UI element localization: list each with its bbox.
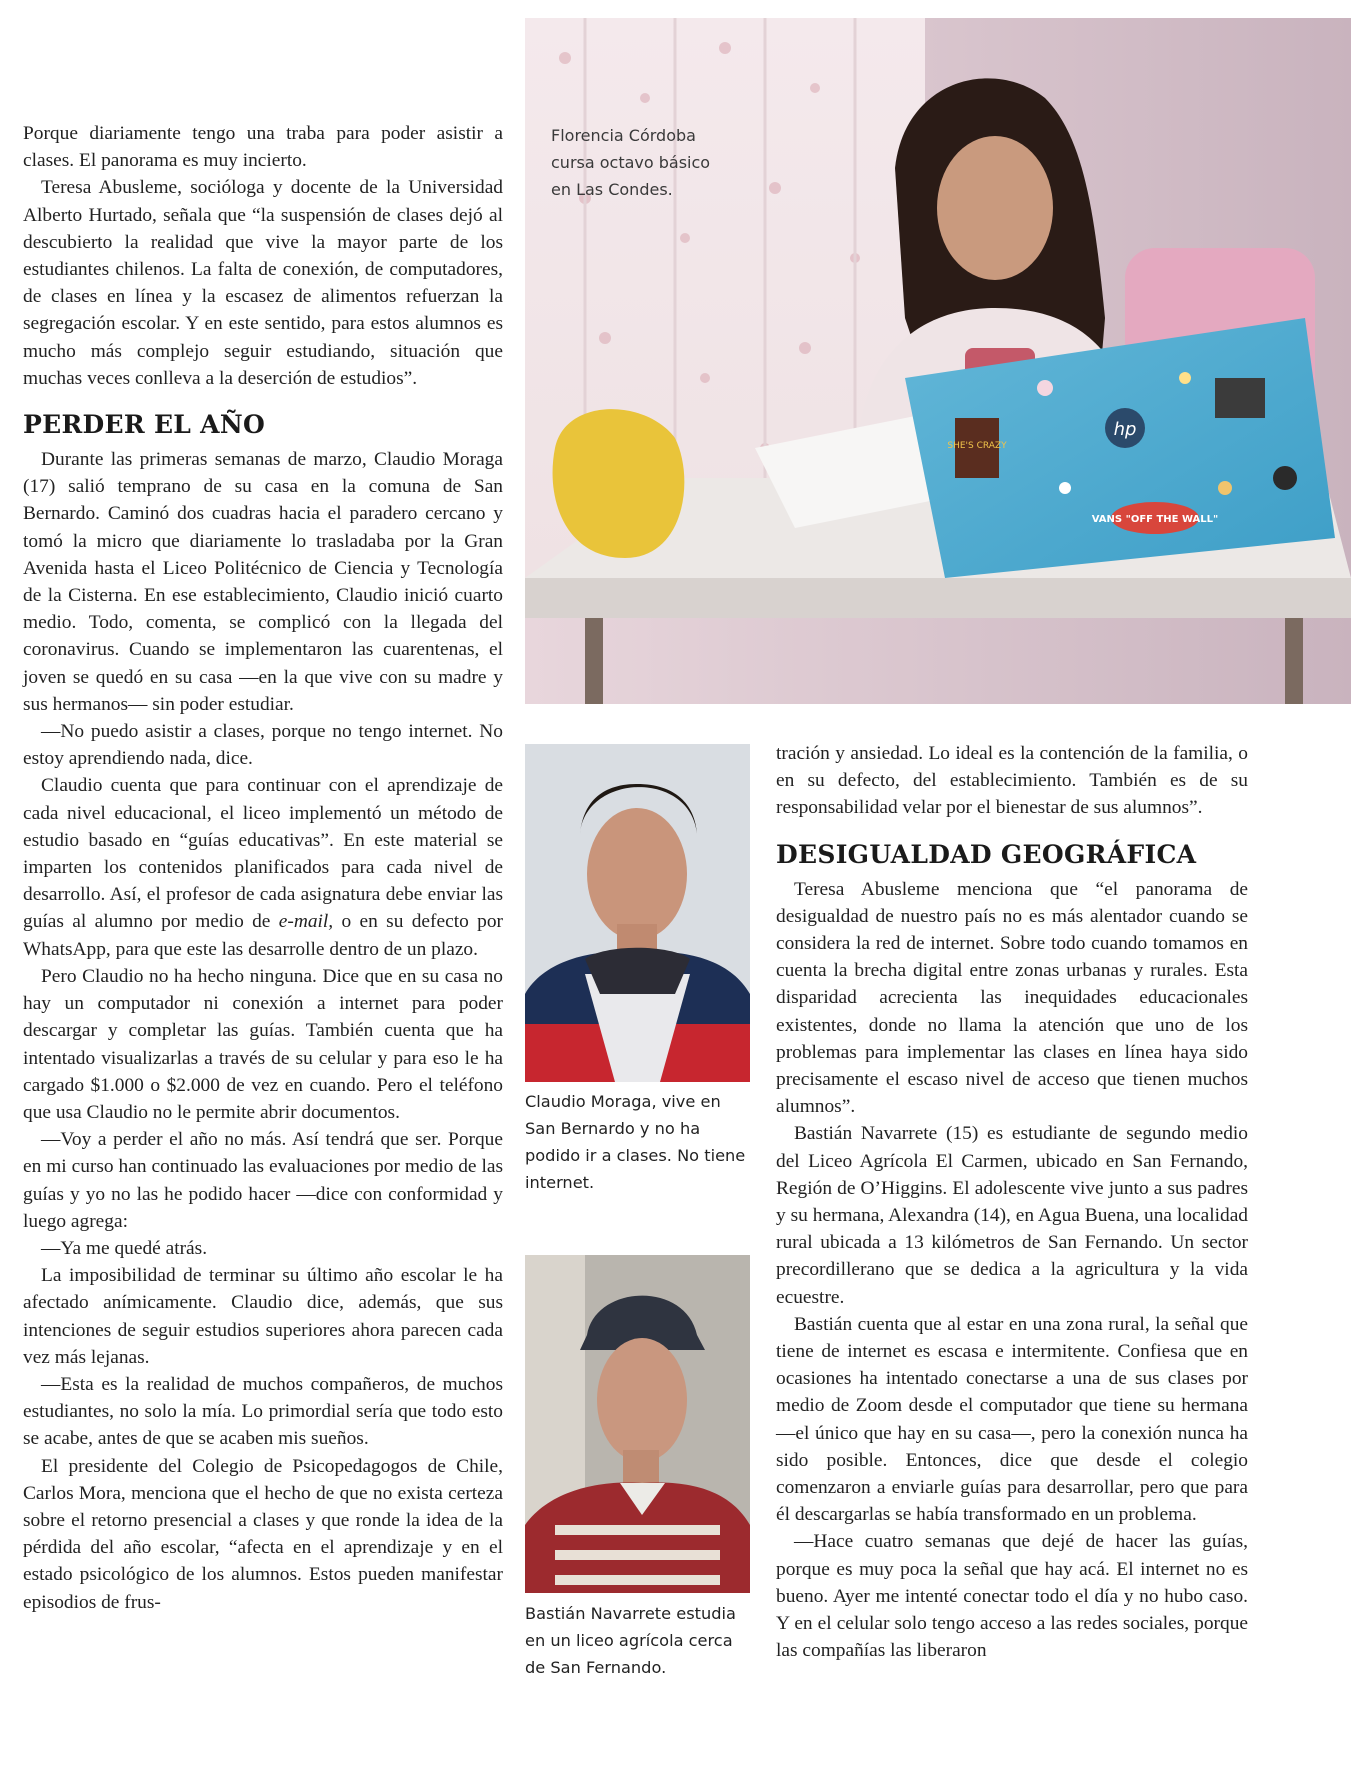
section-heading-desigualdad-geografica: DESIGUALDAD GEOGRÁFICA	[776, 839, 1197, 869]
paragraph: —Esta es la realidad de muchos compañeros, de muchos estudiantes, no solo la mía. Lo primordial sería que todo esto se acabe, antes de que se acaben mis sueños.	[23, 1373, 503, 1450]
paragraph: —No puedo asistir a clases, porque no tengo internet. No estoy aprendiendo nada, dice.	[23, 721, 503, 770]
paragraph: El presidente del Colegio de Psicopedagogos de Chile, Carlos Mora, menciona que el hecho de que no exista certeza sobre el retorno presencial a clases y que ronde la idea de la pérdida del año escolar, “afecta en el aprendizaje y en el estado psicológico de los alumnos. Estos pueden manifestar episodios de frus-	[23, 1455, 503, 1613]
photo-florencia-illustration	[525, 18, 1351, 704]
paragraph: Teresa Abusleme, socióloga y docente de la Universidad Alberto Hurtado, señala que “la suspensión de clases dejó al descubierto la realidad que vive la mayor parte de los estudiantes chilenos. La falta de conexión, de computadores, de clases en línea y la escasez de alimentos refuerzan la segregación escolar. Y en este sentido, para estos alumnos es mucho más complejo seguir estudiando, situación que muchas veces conlleva a la deserción de estudios”.	[23, 177, 503, 389]
paragraph: Porque diariamente tengo una traba para poder asistir a clases. El panorama es muy incierto.	[23, 123, 503, 172]
caption-florencia	[551, 122, 710, 203]
caption-claudio	[525, 1088, 750, 1196]
photo-bastian-illustration	[525, 1255, 750, 1593]
caption-line: San Bernardo y no ha	[525, 1119, 701, 1138]
paragraph: Teresa Abusleme menciona que “el panorama de desigualdad de nuestro país no es más alentador cuando se considera la red de internet. Sobre todo cuando tomamos en cuenta la brecha digital entre zonas urbanas y rurales. Esta disparidad acrecienta las inequidades educacionales existentes, donde no llama la atención que uno de los problemas para implementar las clases en línea haya sido precisamente el escaso nivel de acceso que tienen muchos alumnos”.	[776, 878, 1248, 1118]
paragraph-text: Claudio cuenta que para continuar con el aprendizaje de cada nivel educacional, el liceo implementó un método de estudio basado en “guías educativas”. En este material se imparten los contenidos planificados para cada nivel de desarrollo. Así, el profesor de cada asignatura debe enviar las guías al alumno por medio de	[23, 775, 503, 933]
paragraph: tración y ansiedad. Lo ideal es la contención de la familia, o en su defecto, del establecimiento. También es de su responsabilidad velar por el bienestar de sus alumnos”.	[776, 743, 1248, 819]
caption-line: de San Fernando.	[525, 1658, 667, 1677]
caption-line: podido ir a clases. No tiene	[525, 1146, 746, 1165]
caption-line: en un liceo agrícola cerca	[525, 1631, 733, 1650]
section-heading-perder-el-ano: PERDER EL AÑO	[23, 410, 266, 440]
sticker-vans: VANS "OFF THE WALL"	[1091, 514, 1219, 525]
photo-claudio	[525, 744, 750, 1082]
photo-bastian	[525, 1255, 750, 1593]
paragraph: Pero Claudio no ha hecho ninguna. Dice que en su casa no hay un computador ni conexión a internet para poder descargar y completar las guías. También cuenta que ha intentado visualizarlas a través de su celular y para eso le ha cargado $1.000 o $2.000 de vez en cuando. Pero el teléfono que usa Claudio no le permite abrir documentos.	[23, 965, 503, 1123]
caption-line: internet.	[525, 1173, 595, 1192]
caption-line: cursa octavo básico	[551, 153, 711, 172]
caption-bastian	[525, 1600, 750, 1681]
paragraph: —Voy a perder el año no más. Así tendrá que ser. Porque en mi curso han continuado las evaluaciones por medio de las guías y yo no las he podido hacer —dice con conformidad y luego agrega:	[23, 1129, 503, 1232]
paragraph: —Ya me quedé atrás.	[41, 1237, 208, 1259]
paragraph: —Hace cuatro semanas que dejé de hacer las guías, porque es muy poca la señal que hay acá. El internet no es bueno. Ayer me intenté conectar todo el día y no hubo caso. Y en el celular solo tengo acceso a las redes sociales, porque las compañías las liberaron	[776, 1531, 1248, 1662]
caption-line: en Las Condes.	[551, 180, 673, 199]
caption-line: Bastián Navarrete estudia	[525, 1604, 736, 1623]
paragraph-text: o en su defecto por WhatsApp, para que este las desarrolle dentro de un plazo.	[23, 911, 503, 960]
photo-claudio-illustration	[525, 744, 750, 1082]
right-article-column	[776, 740, 1248, 1665]
left-article-column	[23, 120, 503, 1616]
sticker-shes-crazy: SHE'S CRAZY	[947, 441, 1007, 451]
svg-text:hp: hp	[1113, 419, 1137, 440]
paragraph	[23, 772, 503, 962]
email-emphasis: e-mail,	[278, 911, 334, 933]
paragraph: Bastián cuenta que al estar en una zona rural, la señal que tiene de internet es escasa e intermitente. Confiesa que en ocasiones ha intentado conectarse a una de sus clases por medio de Zoom desde el computador que tiene su hermana —el único que hay en su casa—, pero la conexión nunca ha sido posible. Entonces, dice que desde el colegio comenzaron a enviarle guías para desarrollar, pero que para él descargarlas se había transformado en un problema.	[776, 1313, 1248, 1526]
paragraph: Bastián Navarrete (15) es estudiante de segundo medio del Liceo Agrícola El Carmen, ubicado en San Fernando, Región de O’Higgins. El adolescente vive junto a sus padres y su hermana, Alexandra (14), en Agua Buena, una localidad rural ubicada a 13 kilómetros de San Fernando. Un sector precordillerano que se dedica a la agricultura y la vida ecuestre.	[776, 1123, 1248, 1308]
photo-florencia	[525, 18, 1351, 704]
caption-line: Florencia Córdoba	[551, 126, 696, 145]
paragraph: Durante las primeras semanas de marzo, Claudio Moraga (17) salió temprano de su casa en la comuna de San Bernardo. Caminó dos cuadras hacia el paradero cercano y tomó la micro que diariamente lo trasladaba por la Gran Avenida hasta el Liceo Politécnico de Ciencia y Tecnología de la Cisterna. En ese establecimiento, Claudio inició cuarto medio. Todo, comenta, se complicó con la llegada del coronavirus. Cuando se implementaron las cuarentenas, el joven se quedó en su casa —en la que vive con su madre y sus hermanos— sin poder estudiar.	[23, 449, 503, 715]
caption-line: Claudio Moraga, vive en	[525, 1092, 721, 1111]
paragraph: La imposibilidad de terminar su último año escolar le ha afectado anímicamente. Claudio dice, además, que sus intenciones de seguir estudios superiores ahora parecen cada vez más lejanas.	[23, 1265, 503, 1368]
